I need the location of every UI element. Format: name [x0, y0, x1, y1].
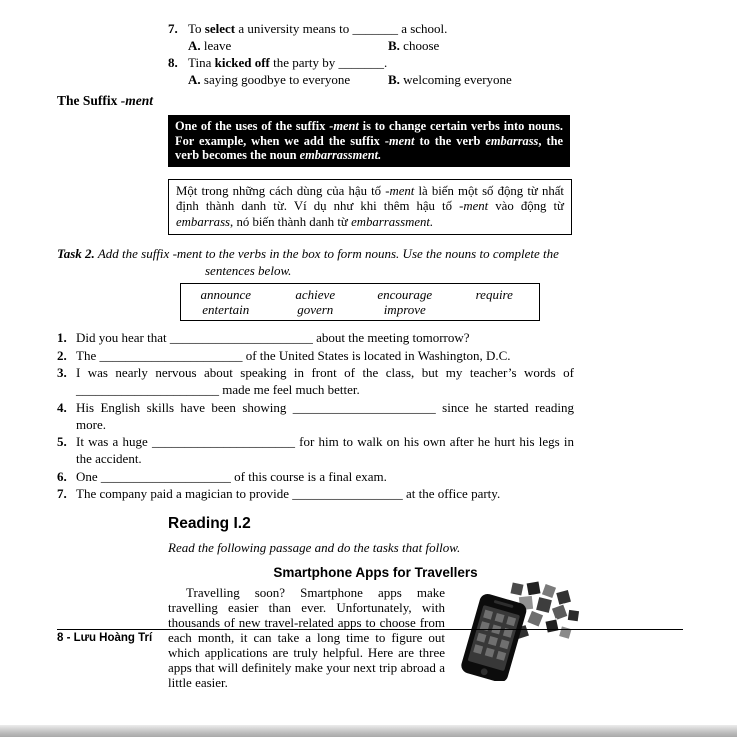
reading-instruction: Read the following passage and do the tasks that follow. [168, 540, 461, 556]
page-content [57, 20, 683, 690]
page-bottom-edge [0, 725, 737, 737]
word-box-word: improve [383, 302, 426, 318]
sentence-6: 6. One ____________________ of this course is a final exam. [57, 468, 387, 484]
question-text: To select a university means to _______ a school. [188, 21, 448, 36]
word-box-word: achieve [295, 287, 336, 303]
word-box-word: encourage [377, 287, 433, 303]
sentence-4: 4. His English skills have been showing ______________________ since he started reading more. [57, 399, 574, 432]
passage-paragraph: Travelling soon? Smartphone apps make travelling easier than ever. Unfortunately, with thousands of new travel-related apps to choose from each month, it can take a long time to figure out which applications are truly helpful. Here are three apps that will definitely make your next trip abroad a little easier. [168, 585, 445, 691]
options-row [188, 37, 683, 54]
option-b: B. choose [388, 38, 440, 53]
multiple-choice-items [57, 20, 683, 88]
suffix-rule-english-box: One of the uses of the suffix -ment is to change certain verbs into nouns. For example, when we add the suffix -ment to the verb embarrass, the verb becomes the noun embarrassment. [168, 115, 570, 167]
sentence-2: 2. The ______________________ of the United States is located in Washington, D.C. [57, 347, 511, 363]
options-row [188, 71, 683, 88]
exercise-item-8 [168, 54, 683, 88]
sentence-5: 5. It was a huge ______________________ for him to walk on his own after he hurt his legs in the accident. [57, 434, 574, 467]
reading-passage [168, 564, 583, 690]
word-box-word [450, 302, 540, 317]
page-footer [57, 629, 683, 644]
sentence-3: 3. I was nearly nervous about speaking in front of the class, but my teacher’s words of ______________________ made me feel much better. [57, 365, 574, 398]
sentence-7: 7. The company paid a magician to provide _________________ at the office party. [57, 486, 501, 502]
word-box-word: announce [200, 287, 252, 303]
footer-text: 8 - Lưu Hoàng Trí [57, 632, 153, 644]
passage-title: Smartphone Apps for Travellers [273, 565, 478, 581]
reading-section-heading: Reading I.2 [168, 515, 251, 533]
task2-word-box [180, 283, 540, 321]
option-a: A. saying goodbye to everyone [188, 72, 351, 87]
word-box-word: entertain [202, 302, 250, 318]
task2-label: Task 2. [57, 246, 95, 262]
sentence-1: 1. Did you hear that ______________________ about the meeting tomorrow? [57, 330, 470, 346]
suffix-rule-vietnamese-box: Một trong những cách dùng của hậu tố -ment là biến một số động từ nhất định thành danh từ. Ví dụ như khi thêm hậu tố -ment vào động từ embarrass, nó biến thành danh từ embarrassment. [168, 179, 572, 236]
task2-sentences [57, 329, 574, 502]
word-box-word: govern [297, 302, 334, 318]
option-a: A. leave [188, 38, 232, 53]
task2-instruction: Task 2. Add the suffix -ment to the verbs in the box to form nouns. Use the nouns to complete the sentences below. [57, 246, 559, 279]
word-box-word: require [475, 287, 513, 303]
item-number: 7. [168, 21, 178, 36]
suffix-section-heading: The Suffix -ment [57, 93, 154, 108]
option-b: B. welcoming everyone [388, 72, 512, 87]
question-text: Tina kicked off the party by _______. [188, 55, 388, 70]
item-number: 8. [168, 55, 178, 70]
exercise-item-7 [168, 20, 683, 54]
